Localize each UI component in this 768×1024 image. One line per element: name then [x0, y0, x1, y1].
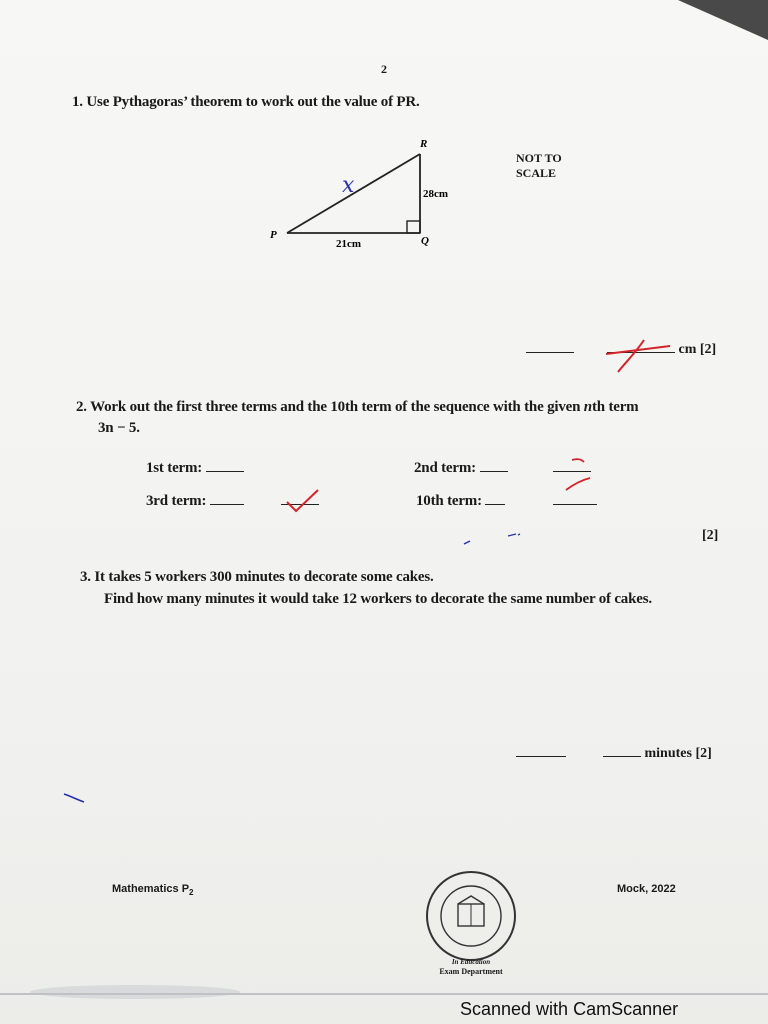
term-3-answer-line[interactable] — [210, 504, 244, 505]
scan-edge-line — [0, 993, 768, 995]
q3-marks: [2] — [695, 746, 712, 761]
note-line-1: NOT TO — [516, 151, 562, 165]
vertex-q-label: Q — [421, 235, 429, 247]
stamp-text-1: In Education — [451, 958, 491, 966]
term-10-label: 10th term: — [416, 493, 482, 509]
stamp-text-2: Exam Department — [439, 967, 503, 976]
exam-date: Mock, 2022 — [617, 883, 676, 895]
question-1-number: 1. — [72, 94, 83, 110]
question-3-text-1: It takes 5 workers 300 minutes to decorate some cakes. — [94, 569, 434, 585]
q2-marks: [2] — [702, 528, 719, 543]
term-10-answer-line-2[interactable] — [553, 504, 597, 505]
stray-pen-mark — [60, 790, 90, 806]
question-2-text-a: Work out the first three terms and the 10th term of the sequence with the given — [90, 399, 584, 415]
question-1-text: Use Pythagoras’ theorem to work out the value of PR. — [86, 94, 420, 110]
question-2-n: n — [583, 399, 592, 415]
question-3-line-1 — [80, 569, 434, 586]
vertex-p-label: P — [270, 229, 277, 241]
question-2-number: 2. — [76, 399, 87, 415]
side-pq-label: 21cm — [336, 238, 362, 250]
vertex-r-label: R — [420, 138, 428, 150]
not-to-scale-note — [516, 151, 562, 181]
question-2 — [76, 399, 638, 416]
term-2-answer-line[interactable] — [480, 471, 508, 472]
term-1-label: 1st term: — [146, 460, 203, 476]
term-10-answer-line[interactable] — [485, 504, 505, 505]
q3-unit: minutes — [644, 746, 692, 761]
right-angle-marker — [407, 221, 420, 233]
question-3-line-2: Find how many minutes it would take 12 workers to decorate the same number of cakes. — [104, 591, 652, 607]
stray-pen-marks-2 — [458, 528, 558, 552]
school-stamp — [416, 866, 526, 976]
q1-answer-line-1[interactable] — [526, 352, 574, 353]
red-strike-mark — [560, 456, 600, 496]
question-3-number: 3. — [80, 569, 91, 585]
q3-answer-line-1[interactable] — [516, 756, 566, 757]
q3-answer-row — [516, 746, 712, 762]
term-1-row — [146, 460, 244, 477]
camscanner-watermark: Scanned with CamScanner — [460, 999, 679, 1019]
red-tick-mark — [282, 486, 324, 516]
question-1 — [72, 94, 420, 111]
page-corner-shadow — [678, 0, 768, 40]
subject-label — [112, 883, 193, 897]
q3-answer-line-2[interactable] — [603, 756, 641, 757]
term-3-label: 3rd term: — [146, 493, 207, 509]
question-2-text-b: th term — [591, 399, 639, 415]
subject-name: Mathematics P — [112, 883, 190, 895]
red-cross-mark — [600, 334, 680, 376]
q1-unit: cm — [678, 342, 697, 357]
term-1-answer-line[interactable] — [206, 471, 244, 472]
note-line-2: SCALE — [516, 166, 557, 180]
q1-marks: [2] — [699, 342, 717, 357]
subject-paper-number: 2 — [189, 888, 194, 898]
page-number: 2 — [381, 62, 387, 76]
triangle-diagram — [260, 130, 460, 265]
side-rq-label: 28cm — [423, 188, 449, 200]
term-2-label: 2nd term: — [414, 460, 476, 476]
scan-shadow — [30, 985, 240, 999]
handwritten-x: x — [342, 173, 355, 198]
sequence-expression: 3n − 5. — [98, 420, 140, 436]
